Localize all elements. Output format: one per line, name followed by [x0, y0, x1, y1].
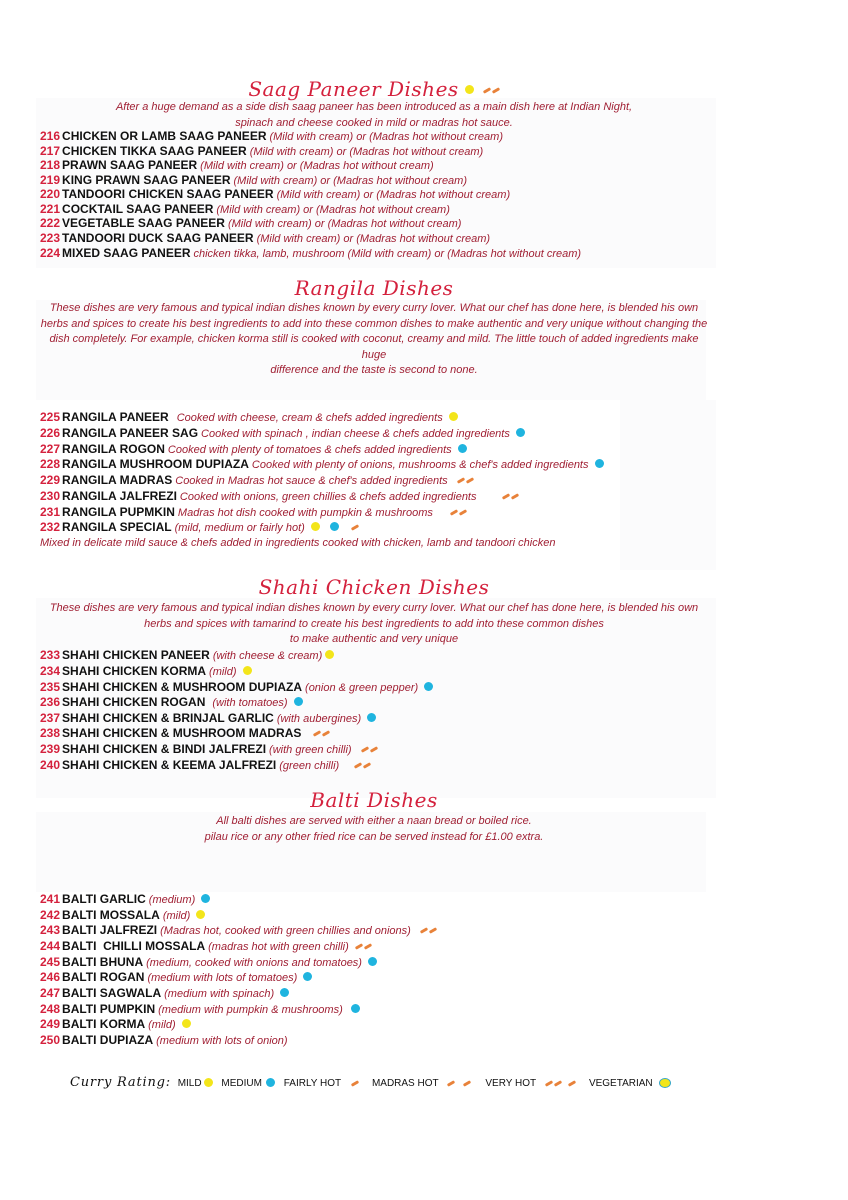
item-number: 236	[40, 695, 61, 709]
item-detail: (mild, medium or fairly hot)	[174, 522, 305, 534]
item-name: BALTI SAGWALA	[62, 986, 162, 1000]
menu-item	[40, 216, 461, 232]
medium-icon	[458, 444, 467, 453]
menu-item	[40, 892, 210, 908]
menu-item	[40, 489, 519, 505]
menu-item	[40, 1017, 191, 1033]
mild-icon	[204, 1078, 213, 1087]
saag-desc-line: After a huge demand as a side dish saag paneer has been introduced as a main dish here at Indian Night,	[115, 101, 633, 113]
item-number: 246	[40, 970, 61, 984]
item-number: 242	[40, 908, 61, 922]
mild-icon	[465, 85, 474, 94]
menu-item	[40, 908, 205, 924]
medium-icon	[303, 972, 312, 981]
item-name: SHAHI CHICKEN PANEER	[62, 648, 210, 662]
menu-item	[40, 520, 359, 536]
item-number: 226	[40, 426, 61, 440]
menu-item	[40, 711, 376, 727]
item-name: SHAHI CHICKEN ROGAN	[62, 695, 206, 709]
balti-description	[36, 814, 712, 845]
medium-icon	[516, 428, 525, 437]
item-detail: (madras hot with green chilli)	[208, 941, 349, 953]
item-detail: (mild)	[209, 666, 237, 678]
rangila-title	[0, 276, 748, 300]
mild-icon	[243, 666, 252, 675]
item-detail: (mild)	[148, 1019, 176, 1031]
item-name: TANDOORI CHICKEN SAAG PANEER	[62, 187, 274, 201]
item-name: CHICKEN OR LAMB SAAG PANEER	[62, 129, 267, 143]
item-name: SHAHI CHICKEN & BINDI JALFREZI	[62, 742, 267, 756]
item-name: TANDOORI DUCK SAAG PANEER	[62, 231, 254, 245]
item-number: 222	[40, 216, 61, 230]
item-name: BALTI PUMPKIN	[62, 1002, 156, 1016]
menu-item	[40, 473, 474, 489]
item-detail: (medium with lots of tomatoes)	[147, 972, 298, 984]
menu-item	[40, 726, 330, 742]
menu-item	[40, 246, 581, 262]
rangila-desc-line: dish completely. For example, chicken korma still is cooked with coconut, creamy and mild. The little touch of added ingredients make huge	[49, 333, 699, 361]
item-name: RANGILA MADRAS	[62, 473, 173, 487]
item-number: 232	[40, 520, 61, 534]
menu-item	[40, 758, 371, 774]
shahi-description	[36, 601, 712, 648]
item-number: 245	[40, 955, 61, 969]
item-number: 231	[40, 505, 61, 519]
item-name: COCKTAIL SAAG PANEER	[62, 202, 214, 216]
item-number: 229	[40, 473, 61, 487]
menu-item	[40, 986, 289, 1002]
item-number: 233	[40, 648, 61, 662]
madras-hot-icon	[501, 489, 519, 504]
menu-item	[40, 158, 434, 174]
item-detail: (medium with lots of onion)	[156, 1035, 288, 1047]
item-name: SHAHI CHICKEN & MUSHROOM MADRAS	[62, 726, 302, 740]
item-name: BALTI BHUNA	[62, 955, 144, 969]
mild-icon	[196, 910, 205, 919]
medium-icon	[368, 957, 377, 966]
menu-item	[40, 1002, 360, 1018]
rangila-desc-line: These dishes are very famous and typical indian dishes known by every curry lover. What our chef has done here, is blended his own	[49, 302, 699, 314]
menu-item	[40, 505, 467, 521]
item-detail: (medium with pumpkin & mushrooms)	[158, 1004, 343, 1016]
item-detail: (Mild with cream) or (Madras hot without cream)	[227, 218, 462, 230]
medium-icon	[351, 1004, 360, 1013]
item-number: 243	[40, 923, 61, 937]
item-detail: (Mild with cream) or (Madras hot without cream)	[256, 233, 491, 245]
item-name: SHAHI CHICKEN & MUSHROOM DUPIAZA	[62, 680, 303, 694]
item-detail: chicken tikka, lamb, mushroom (Mild with cream) or (Madras hot without cream)	[193, 248, 582, 260]
mild-icon	[449, 412, 458, 421]
rating-label-very-hot: VERY HOT	[485, 1078, 537, 1089]
item-number: 230	[40, 489, 61, 503]
medium-icon	[201, 894, 210, 903]
item-detail: (medium with spinach)	[164, 988, 275, 1000]
item-name: BALTI KORMA	[62, 1017, 146, 1031]
menu-item	[40, 187, 510, 203]
rating-label-vegetarian: VEGETARIAN	[588, 1078, 653, 1089]
item-name: SHAHI CHICKEN & KEEMA JALFREZI	[62, 758, 277, 772]
item-number: 223	[40, 231, 61, 245]
madras-hot-icon	[482, 77, 500, 101]
rating-label-medium: MEDIUM	[221, 1078, 262, 1089]
item-number: 234	[40, 664, 61, 678]
menu-item	[40, 923, 437, 939]
item-number: 228	[40, 457, 61, 471]
item-name: CHICKEN TIKKA SAAG PANEER	[62, 144, 247, 158]
item-detail: (with aubergines)	[276, 713, 362, 725]
item-number: 240	[40, 758, 61, 772]
item-name: RANGILA PANEER	[62, 410, 169, 424]
balti-desc-line: pilau rice or any other fried rice can be served instead for £1.00 extra.	[204, 830, 544, 843]
item-detail: (Mild with cream) or (Madras hot without cream)	[249, 146, 484, 158]
menu-item	[40, 939, 372, 955]
item-number: 247	[40, 986, 61, 1000]
menu-item	[40, 695, 303, 711]
saag-desc-line: spinach and cheese cooked in mild or madras hot sauce.	[235, 116, 513, 129]
item-name: BALTI JALFREZI	[62, 923, 158, 937]
item-name: BALTI MOSSALA	[62, 908, 160, 922]
shahi-desc-line: herbs and spices with tamarind to create his best ingredients to add into these common dishes	[144, 617, 604, 630]
item-name: RANGILA JALFREZI	[62, 489, 177, 503]
item-detail: Cooked with plenty of onions, mushrooms & chef's added ingredients	[251, 459, 589, 471]
item-number: 244	[40, 939, 61, 953]
rangila-title-text: Rangila Dishes	[294, 276, 454, 300]
shahi-desc-line: These dishes are very famous and typical indian dishes known by every curry lover. What our chef has done here, is blended his own	[49, 602, 699, 614]
menu-item	[40, 410, 458, 426]
madras-hot-icon	[312, 726, 330, 741]
item-detail: Cooked in Madras hot sauce & chef's added ingredients	[175, 475, 448, 487]
item-detail: (onion & green pepper)	[305, 682, 419, 694]
item-name: RANGILA PANEER SAG	[62, 426, 199, 440]
rangila-desc-line: difference and the taste is second to none.	[270, 364, 478, 376]
item-number: 235	[40, 680, 61, 694]
medium-icon	[266, 1078, 275, 1087]
item-name: BALTI DUPIAZA	[62, 1033, 154, 1047]
item-detail: (medium, cooked with onions and tomatoes)	[146, 957, 362, 969]
menu-item	[40, 1033, 288, 1049]
vegetarian-icon	[659, 1078, 671, 1088]
fairly-hot-icon	[351, 525, 359, 532]
menu-item	[40, 680, 433, 696]
menu-item	[40, 955, 377, 971]
item-detail: (Mild with cream) or (Madras hot without cream)	[233, 175, 468, 187]
mild-icon	[325, 650, 334, 659]
rangila-desc-line: herbs and spices to create his best ingredients to add into these common dishes to make authentic and very unique without changing the	[40, 317, 708, 330]
shahi-desc-line: to make authentic and very unique	[289, 633, 459, 645]
item-detail: (Mild with cream) or (Madras hot without cream)	[276, 189, 511, 201]
item-number: 239	[40, 742, 61, 756]
item-number: 238	[40, 726, 61, 740]
rangila-special-note: Mixed in delicate mild sauce & chefs added in ingredients cooked with chicken, lamb and tandoori chicken	[40, 537, 556, 549]
item-name: RANGILA ROGON	[62, 442, 165, 456]
balti-title	[0, 788, 748, 812]
rating-label-mild: MILD	[177, 1078, 202, 1089]
mild-icon	[311, 522, 320, 531]
madras-hot-icon	[360, 742, 378, 757]
item-detail: Cooked with spinach , indian cheese & chefs added ingredients	[201, 428, 510, 440]
menu-item	[40, 231, 490, 247]
shahi-title	[0, 575, 748, 599]
madras-hot-icon	[449, 505, 467, 520]
menu-item	[40, 664, 252, 680]
menu-item	[40, 742, 378, 758]
item-number: 218	[40, 158, 61, 172]
menu-item	[40, 442, 467, 458]
item-name: BALTI ROGAN	[62, 970, 145, 984]
item-detail: (mild)	[162, 910, 191, 922]
item-number: 220	[40, 187, 61, 201]
item-number: 250	[40, 1033, 61, 1047]
item-name: SHAHI CHICKEN KORMA	[62, 664, 207, 678]
medium-icon	[424, 682, 433, 691]
item-detail: Cooked with cheese, cream & chefs added ingredients	[176, 412, 443, 424]
medium-icon	[330, 522, 339, 531]
item-detail: (Mild with cream) or (Madras hot without cream)	[216, 204, 450, 216]
rangila-description	[36, 301, 712, 379]
madras-hot-icon	[462, 1080, 470, 1087]
item-name: RANGILA SPECIAL	[62, 520, 172, 534]
rating-label-fairly-hot: FAIRLY HOT	[283, 1078, 342, 1089]
item-number: 248	[40, 1002, 61, 1016]
madras-hot-icon	[446, 1080, 454, 1087]
item-number: 217	[40, 144, 61, 158]
fairly-hot-icon	[351, 1080, 359, 1087]
item-detail: Cooked with plenty of tomatoes & chefs added ingredients	[167, 444, 452, 456]
item-detail: (with green chilli)	[269, 744, 352, 756]
saag-description	[36, 100, 712, 131]
item-name: PRAWN SAAG PANEER	[62, 158, 198, 172]
item-detail: (Mild with cream) or (Madras hot without cream)	[269, 131, 503, 143]
menu-item	[40, 129, 503, 145]
medium-icon	[367, 713, 376, 722]
item-number: 249	[40, 1017, 61, 1031]
item-number: 221	[40, 202, 61, 216]
item-number: 241	[40, 892, 61, 906]
item-name: MIXED SAAG PANEER	[62, 246, 191, 260]
item-number: 224	[40, 246, 61, 260]
menu-item	[40, 648, 334, 664]
item-number: 219	[40, 173, 61, 187]
item-detail: (Mild with cream) or (Madras hot without cream)	[200, 160, 434, 172]
menu-item	[40, 970, 312, 986]
curry-rating-title: Curry Rating:	[70, 1075, 171, 1090]
item-detail: (with cheese & cream)	[212, 650, 323, 662]
mild-icon	[182, 1019, 191, 1028]
curry-rating-legend	[70, 1075, 671, 1090]
madras-hot-icon	[456, 473, 474, 488]
item-detail: (with tomatoes)	[212, 697, 288, 709]
madras-hot-icon	[419, 923, 437, 938]
item-number: 237	[40, 711, 61, 725]
madras-hot-icon	[354, 939, 372, 954]
item-name: RANGILA PUPMKIN	[62, 505, 175, 519]
menu-item	[40, 426, 525, 442]
item-detail: (green chilli)	[279, 760, 340, 772]
item-name: VEGETABLE SAAG PANEER	[62, 216, 225, 230]
item-name: SHAHI CHICKEN & BRINJAL GARLIC	[62, 711, 274, 725]
medium-icon	[595, 459, 604, 468]
rating-label-madras-hot: MADRAS HOT	[371, 1078, 439, 1089]
shahi-title-text: Shahi Chicken Dishes	[258, 575, 490, 599]
saag-title-text: Saag Paneer Dishes	[248, 77, 459, 101]
item-detail: (Madras hot, cooked with green chillies and onions)	[160, 925, 411, 937]
item-detail: (medium)	[148, 894, 196, 906]
item-name: BALTI GARLIC	[62, 892, 146, 906]
item-name: KING PRAWN SAAG PANEER	[62, 173, 231, 187]
very-hot-icon	[568, 1080, 576, 1087]
item-number: 227	[40, 442, 61, 456]
item-number: 225	[40, 410, 61, 424]
saag-title	[0, 77, 748, 101]
balti-desc-line: All balti dishes are served with either a naan bread or boiled rice.	[216, 815, 532, 827]
very-hot-icon	[544, 1078, 562, 1089]
item-number: 216	[40, 129, 61, 143]
madras-hot-icon	[353, 758, 371, 773]
balti-title-text: Balti Dishes	[310, 788, 438, 812]
menu-item	[40, 457, 604, 473]
item-detail: Madras hot dish cooked with pumpkin & mushrooms	[177, 507, 433, 519]
item-name: BALTI CHILLI MOSSALA	[62, 939, 206, 953]
medium-icon	[280, 988, 289, 997]
item-detail: Cooked with onions, green chillies & chefs added ingredients	[179, 491, 477, 503]
medium-icon	[294, 697, 303, 706]
item-name: RANGILA MUSHROOM DUPIAZA	[62, 457, 249, 471]
